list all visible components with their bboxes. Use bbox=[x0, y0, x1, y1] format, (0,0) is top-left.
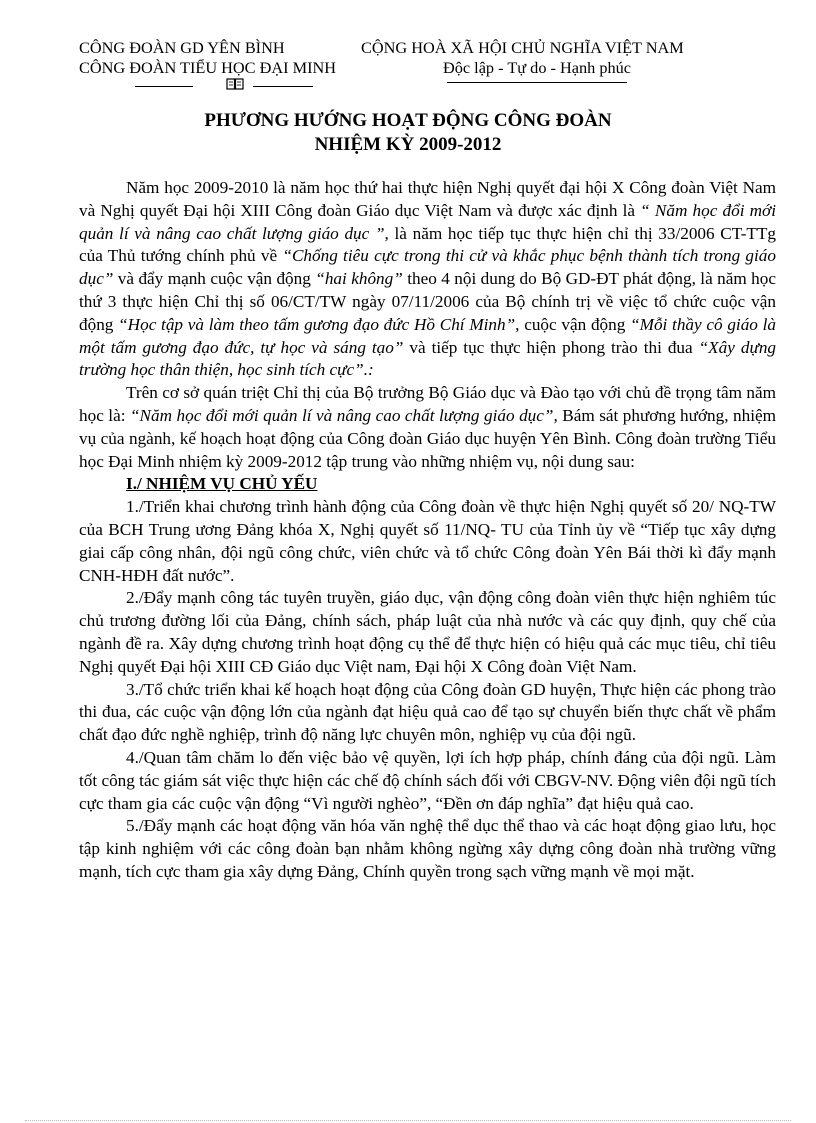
book-icon bbox=[226, 78, 244, 93]
nation-line-1: CỘNG HOÀ XÃ HỘI CHỦ NGHĨA VIỆT NAM bbox=[361, 38, 684, 57]
document-body bbox=[79, 177, 776, 884]
section-heading: I./ NHIỆM VỤ CHỦ YẾU bbox=[126, 474, 318, 494]
document-title bbox=[0, 109, 816, 157]
issuer-header bbox=[79, 38, 336, 78]
page-bottom-edge bbox=[25, 1120, 791, 1121]
text-run: là năm học tiếp tục thực hiện chỉ thị 33/2006 CT-TTg của Thủ tướng chính phủ về bbox=[79, 223, 777, 266]
text-run: và tiếp tục thực hiện phong trào thi đua bbox=[403, 337, 699, 357]
quote-run: “Xây dựng trường học thân thiện, học sinh tích cực”.: bbox=[79, 337, 777, 380]
task-item-2: 2./Đẩy mạnh công tác tuyên truyền, giáo dục, vận động công đoàn viên thực hiện nghiêm túc chủ trương đường lối của Đảng, chính sách, pháp luật của nhà nước và các quy định, quy chế của ngành đề ra. Xây dựng chương trình hoạt động cụ thể để thực hiện có hiệu quả các mục tiêu, chỉ tiêu Nghị quyết Đại hội XIII CĐ Giáo dục Việt nam, Đại hội X Công đoàn Việt Nam. bbox=[79, 588, 776, 676]
nation-header bbox=[361, 38, 713, 78]
task-item-4: 4./Quan tâm chăm lo đến việc bảo vệ quyền, lợi ích hợp pháp, chính đáng của đội ngũ. Làm tốt công tác giám sát việc thực hiện các chế độ chính sách đối với CBGV-NV. Động viên đội ngũ tích cực tham gia các cuộc vận động “Vì người nghèo”, “Đền ơn đáp nghĩa” đạt hiệu quả cao. bbox=[79, 747, 776, 813]
intro-paragraph-1 bbox=[79, 177, 776, 382]
text-run: Bám sát phương hướng, nhiệm vụ của ngành, kế hoạch hoạt động của Công đoàn Giáo dục huyện Yên Bình. Công đoàn trường Tiểu học Đại Minh nhiệm kỳ 2009-2012 tập trung vào những nhiệm vụ, nội dung sau: bbox=[79, 405, 776, 471]
title-line-1: PHƯƠNG HƯỚNG HOẠT ĐỘNG CÔNG ĐOÀN bbox=[204, 110, 612, 131]
quote-run: “Học tập và làm theo tấm gương đạo đức Hồ Chí Minh” bbox=[118, 314, 516, 334]
task-item-3: 3./Tổ chức triển khai kế hoạch hoạt động của Công đoàn GD huyện, Thực hiện các phong trào thi đua, các cuộc vận động lớn của ngành đạt hiệu quả cao để tạo sự chuyển biến thực chất về phẩm chất đạo đức nghề nghiệp, trình độ năng lực chuyên môn, nghiệp vụ của đội ngũ. bbox=[79, 679, 776, 745]
header-rule-right bbox=[447, 82, 627, 83]
header-rule-left-a bbox=[135, 86, 193, 87]
quote-run: “Chống tiêu cực trong thi cử và khắc phục bệnh thành tích trong giáo dục” bbox=[79, 246, 776, 289]
quote-run: “Năm học đổi mới quản lí và nâng cao chất lượng giáo dục”, bbox=[129, 405, 558, 425]
header-rule-left-b bbox=[253, 86, 313, 87]
title-line-2: NHIỆM KỲ 2009-2012 bbox=[314, 134, 502, 155]
quote-run: “ Năm học đổi mới quản lí và nâng cao chất lượng giáo dục ”, bbox=[79, 200, 777, 243]
text-run: Năm học 2009-2010 là năm học thứ hai thực hiện Nghị quyết đại hội X Công đoàn Việt Nam và Nghị quyết Đại hội XIII Công đoàn Giáo dục Việt Nam và được xác định là bbox=[79, 178, 776, 220]
text-run: , cuộc vận động bbox=[515, 314, 631, 334]
issuer-line-1: CÔNG ĐOÀN GD YÊN BÌNH bbox=[79, 38, 285, 57]
task-item-5: 5./Đẩy mạnh các hoạt động văn hóa văn nghệ thể dục thể thao và các hoạt động giao lưu, học tập kinh nghiệm với các công đoàn bạn nhằm không ngừng xây dựng công đoàn nhà trường vững mạnh, tích cực tham gia xây dựng Đảng, Chính quyền trong sạch vững mạnh về mọi mặt. bbox=[79, 816, 776, 881]
text-run: theo 4 nội dung do Bộ GD-ĐT phát động, là năm học thứ 3 thực hiện Chỉ thị số 06/CT/TW ngày 07/11/2006 của Bộ chính trị về việc tổ chức cuộc vận động bbox=[79, 269, 776, 334]
quote-run: “Mỗi thầy cô giáo là một tấm gương đạo đức, tự học và sáng tạo” bbox=[79, 314, 777, 357]
text-run: và đẩy mạnh cuộc vận động bbox=[113, 269, 316, 289]
text-run: Trên cơ sở quán triệt Chỉ thị của Bộ trưởng Bộ Giáo dục và Đào tạo với chủ đề trọng tâm năm học là: bbox=[79, 383, 776, 425]
issuer-line-2: CÔNG ĐOÀN TIỂU HỌC ĐẠI MINH bbox=[79, 58, 337, 77]
task-item-1: 1./Triển khai chương trình hành động của Công đoàn về thực hiện Nghị quyết số 20/ NQ-TW của BCH Trung ương Đảng khóa X, Nghị quyết số 11/NQ- TU của Tỉnh ủy về “Tiếp tục xây dựng giai cấp công nhân, đội ngũ công chức, viên chức và tổ chức Công đoàn Yên Bái thời kì đẩy mạnh CNH-HĐH đất nước”. bbox=[79, 497, 776, 585]
intro-paragraph-2 bbox=[79, 382, 776, 473]
nation-motto: Độc lập - Tự do - Hạnh phúc bbox=[442, 58, 632, 77]
quote-run: “hai không” bbox=[315, 269, 403, 289]
